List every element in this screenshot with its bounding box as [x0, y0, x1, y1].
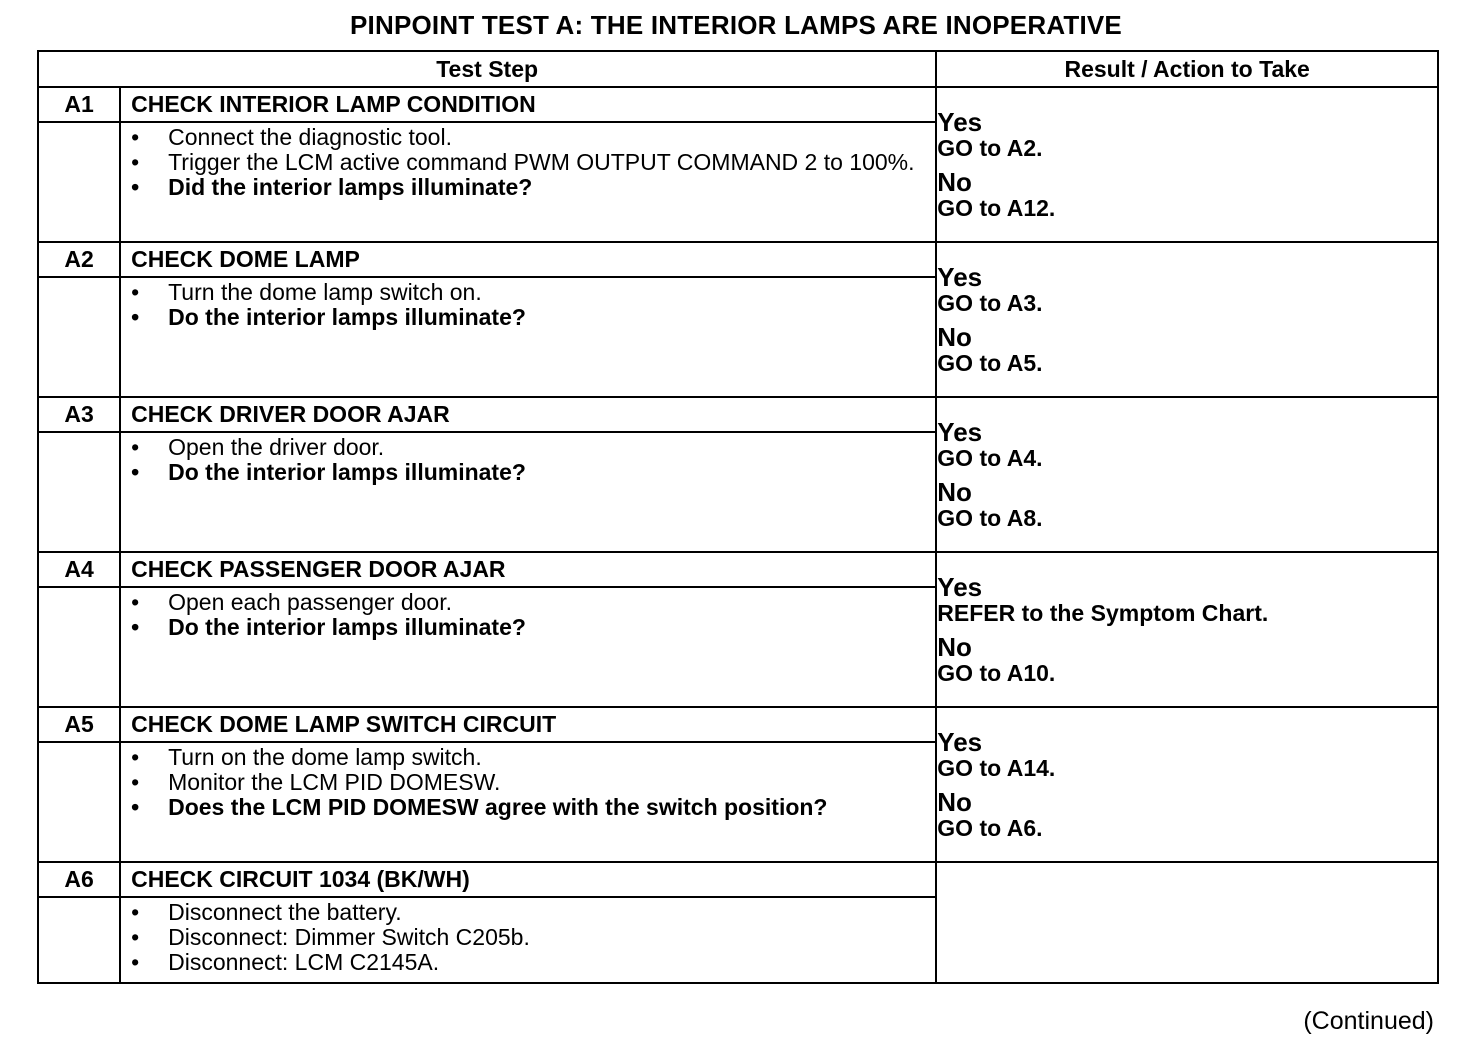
- check-question: • Do the interior lamps illuminate?: [131, 615, 925, 640]
- action-prefix: GO to: [937, 444, 1007, 471]
- goto-step-link: A12: [1006, 194, 1049, 221]
- goto-step-link: A6: [1006, 814, 1037, 841]
- step-id-spacer: [38, 742, 120, 862]
- instruction-item: • Disconnect: Dimmer Switch C205b.: [131, 925, 925, 950]
- instruction-item: • Disconnect the battery.: [131, 900, 925, 925]
- instruction-item: • Connect the diagnostic tool.: [131, 125, 925, 150]
- answer-label: No: [937, 166, 972, 197]
- action-text: [937, 350, 1437, 376]
- outcome-no: [937, 321, 1437, 376]
- action-text: [937, 755, 1437, 781]
- step-id-spacer: [38, 122, 120, 242]
- page-title: PINPOINT TEST A: THE INTERIOR LAMPS ARE INOPERATIVE: [350, 10, 1122, 40]
- step-id: A2: [38, 242, 120, 277]
- outcome-yes: [937, 106, 1437, 161]
- step-instructions: [120, 122, 936, 242]
- outcome-yes: [937, 726, 1437, 781]
- check-question: • Do the interior lamps illuminate?: [131, 305, 925, 330]
- step-id-spacer: [38, 277, 120, 397]
- result-cell: [936, 397, 1438, 552]
- instruction-list: [131, 280, 925, 330]
- instruction-item: • Turn the dome lamp switch on.: [131, 280, 925, 305]
- outcome-no: [937, 786, 1437, 841]
- outcome-no: [937, 631, 1437, 686]
- action-suffix: .: [1036, 814, 1043, 841]
- action-suffix: .: [1036, 444, 1043, 471]
- step-header-row: [38, 397, 1438, 432]
- step-title: CHECK DOME LAMP SWITCH CIRCUIT: [120, 707, 936, 742]
- step-id: A5: [38, 707, 120, 742]
- instruction-list: [131, 900, 925, 975]
- step-header-row: [38, 552, 1438, 587]
- answer-label: Yes: [937, 571, 983, 602]
- steps-body: [38, 87, 1438, 983]
- goto-step-link: A14: [1006, 754, 1049, 781]
- header-test-step: Test Step: [38, 51, 936, 87]
- answer-label: No: [937, 476, 972, 507]
- step-header-row: [38, 707, 1438, 742]
- instruction-list: [131, 125, 925, 200]
- action-text: [937, 135, 1437, 161]
- step-header-row: [38, 862, 1438, 897]
- action-text: [937, 445, 1437, 471]
- action-suffix: .: [1048, 194, 1056, 221]
- action-text: [937, 660, 1437, 686]
- action-prefix: GO to: [937, 504, 1007, 531]
- outcome-yes: [937, 261, 1437, 316]
- goto-step-link: A10: [1006, 659, 1049, 686]
- action-suffix: .: [1036, 349, 1043, 376]
- instruction-list: [131, 745, 925, 820]
- outcome-no: [937, 476, 1437, 531]
- check-question: • Does the LCM PID DOMESW agree with the switch position?: [131, 795, 925, 820]
- answer-label: Yes: [937, 261, 983, 292]
- action-prefix: REFER to the Symptom Chart.: [937, 599, 1269, 626]
- result-cell: [936, 87, 1438, 242]
- step-instructions: [120, 587, 936, 707]
- check-question: • Did the interior lamps illuminate?: [131, 175, 925, 200]
- instruction-item: • Trigger the LCM active command PWM OUTPUT COMMAND 2 to 100%.: [131, 150, 925, 175]
- outcome-yes: [937, 571, 1437, 626]
- check-question: • Do the interior lamps illuminate?: [131, 460, 925, 485]
- answer-label: No: [937, 786, 972, 817]
- goto-step-link: A2: [1006, 134, 1037, 161]
- result-cell: [936, 552, 1438, 707]
- instruction-list: [131, 590, 925, 640]
- answer-label: Yes: [937, 106, 983, 137]
- result-cell: [936, 707, 1438, 862]
- header-result-action: Result / Action to Take: [936, 51, 1438, 87]
- step-id: A6: [38, 862, 120, 897]
- goto-step-link: A5: [1006, 349, 1037, 376]
- action-prefix: GO to: [937, 194, 1007, 221]
- goto-step-link: A4: [1006, 444, 1037, 471]
- step-id: A3: [38, 397, 120, 432]
- outcome-no: [937, 166, 1437, 221]
- action-text: [937, 600, 1437, 626]
- goto-step-link: A8: [1006, 504, 1037, 531]
- result-cell: [936, 242, 1438, 397]
- instruction-item: • Open the driver door.: [131, 435, 925, 460]
- instruction-list: [131, 435, 925, 485]
- step-id: A4: [38, 552, 120, 587]
- instruction-item: • Disconnect: LCM C2145A.: [131, 950, 925, 975]
- step-title: CHECK CIRCUIT 1034 (BK/WH): [120, 862, 936, 897]
- instruction-item: • Monitor the LCM PID DOMESW.: [131, 770, 925, 795]
- action-text: [937, 290, 1437, 316]
- action-text: [937, 505, 1437, 531]
- step-instructions: [120, 742, 936, 862]
- action-prefix: GO to: [937, 659, 1007, 686]
- goto-step-link: A3: [1006, 289, 1037, 316]
- step-title: CHECK DOME LAMP: [120, 242, 936, 277]
- step-title: CHECK INTERIOR LAMP CONDITION: [120, 87, 936, 122]
- action-text: [937, 195, 1437, 221]
- step-title: CHECK PASSENGER DOOR AJAR: [120, 552, 936, 587]
- step-instructions: [120, 432, 936, 552]
- action-suffix: .: [1036, 134, 1043, 161]
- action-suffix: .: [1036, 289, 1043, 316]
- step-header-row: [38, 87, 1438, 122]
- step-title: CHECK DRIVER DOOR AJAR: [120, 397, 936, 432]
- action-prefix: GO to: [937, 134, 1007, 161]
- action-prefix: GO to: [937, 289, 1007, 316]
- pinpoint-test-table: [37, 50, 1439, 984]
- action-text: [937, 815, 1437, 841]
- answer-label: No: [937, 631, 972, 662]
- step-id: A1: [38, 87, 120, 122]
- action-prefix: GO to: [937, 754, 1007, 781]
- answer-label: Yes: [937, 416, 983, 447]
- action-prefix: GO to: [937, 814, 1007, 841]
- instruction-item: • Turn on the dome lamp switch.: [131, 745, 925, 770]
- step-header-row: [38, 242, 1438, 277]
- step-id-spacer: [38, 432, 120, 552]
- answer-label: Yes: [937, 726, 983, 757]
- step-instructions: [120, 897, 936, 983]
- action-suffix: .: [1048, 659, 1056, 686]
- answer-label: No: [937, 321, 972, 352]
- instruction-item: • Open each passenger door.: [131, 590, 925, 615]
- outcome-yes: [937, 416, 1437, 471]
- step-id-spacer: [38, 587, 120, 707]
- step-id-spacer: [38, 897, 120, 983]
- result-cell: [936, 862, 1438, 983]
- continued-note: (Continued): [1303, 1007, 1434, 1035]
- step-instructions: [120, 277, 936, 397]
- action-suffix: .: [1036, 504, 1043, 531]
- action-prefix: GO to: [937, 349, 1007, 376]
- action-suffix: .: [1048, 754, 1056, 781]
